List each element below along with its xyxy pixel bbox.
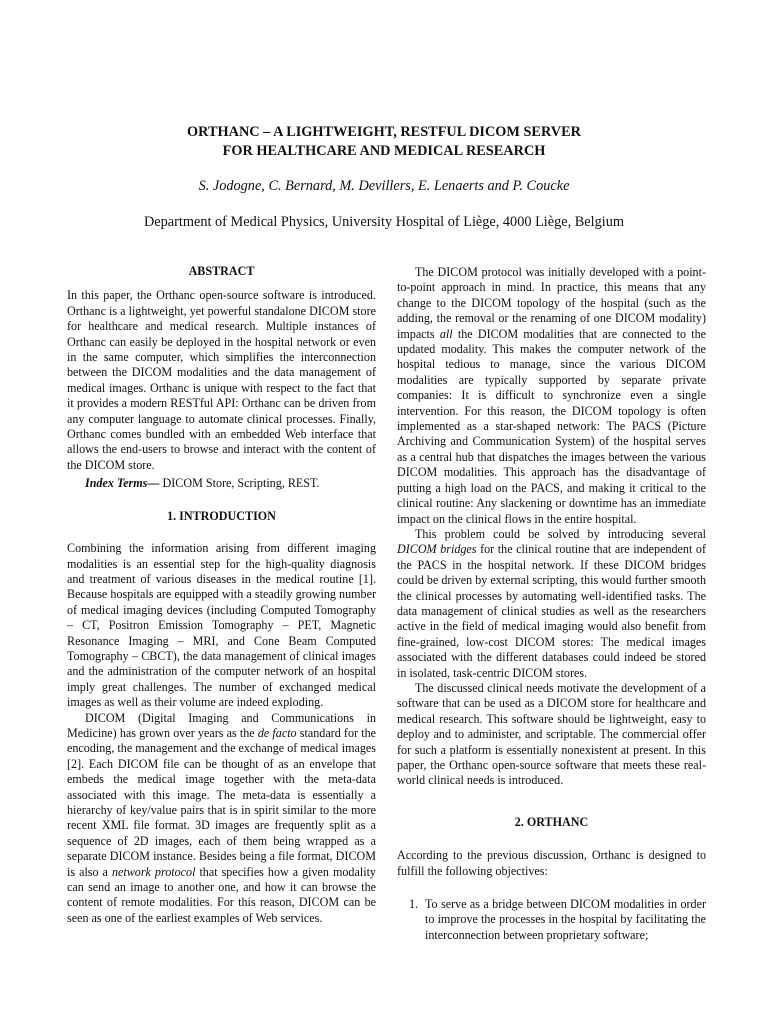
orthanc-intro-text: According to the previous discussion, Orthanc is designed to fulfill the following objectives: bbox=[397, 848, 706, 878]
intro-p2-text-b: standard for the encoding, the management and the exchange of medical images [2]. Each DICOM file can be thought of as an envelope that embeds the medical image together with the meta-data associated with this image. The meta-data is essentially a hierarchy of key/value pairs that is in spirit similar to the more recent XML file format. 3D images are frequently split as a sequence of 2D images, each of them being wrapped as a separate DICOM instance. Besides being a file format, DICOM is also a bbox=[67, 725, 376, 879]
objectives-list bbox=[397, 897, 706, 943]
intro-p2-text-a: DICOM (Digital Imaging and Communications in Medicine) has grown over years as the bbox=[67, 710, 376, 740]
intro-p3-emphasis-all: all bbox=[439, 326, 453, 341]
intro-p4-text-b: for the clinical routine that are independent of the PACS in the hospital network. If these DICOM bridges could be driven by external scripting, this would further smooth the clinical processes by automating well-identified tasks. The data management of clinical studies as well as the researchers active in the field of medical imaging would also benefit from fine-grained, low-cost DICOM stores: The medical images associated with the different databases could indeed be stored in isolated, task-centric DICOM stores. bbox=[397, 542, 706, 680]
paper-title bbox=[100, 123, 668, 161]
list-item-text: To serve as a bridge between DICOM modalities in order to improve the processes in the hospital by facilitating the interconnection between proprietary software; bbox=[425, 897, 706, 942]
index-terms-value: DICOM Store, Scripting, REST. bbox=[162, 476, 320, 491]
orthanc-heading: 2. ORTHANC bbox=[514, 814, 589, 829]
introduction-heading: 1. INTRODUCTION bbox=[167, 508, 276, 523]
list-item bbox=[409, 897, 706, 943]
intro-paragraph-3 bbox=[397, 265, 706, 527]
intro-p3-text-b: the DICOM modalities that are connected to the updated modality. This makes the computer network of the hospital tedious to manage, since the various DICOM modalities are typically supported by separate private companies: It is difficult to synchronize even a single intervention. For this reason, the DICOM topology is often implemented as a star-shaped network: The PACS (Picture Archiving and Communication System) of the hospital serves as a central hub that dispatches the images between the various DICOM modalities. This approach has the disadvantage of putting a high load on the PACS, and making it critical to the clinical routine: Any slackening or downtime has an immediate impact on the clinical flows in the entire hospital. bbox=[397, 326, 706, 526]
title-line-1: ORTHANC – A LIGHTWEIGHT, RESTFUL DICOM SERVER bbox=[187, 124, 581, 140]
list-item-number: 1. bbox=[409, 897, 419, 912]
intro-p4-text-a: This problem could be solved by introducing several bbox=[415, 526, 706, 541]
intro-paragraph-1: Combining the information arising from different imaging modalities is an essential step for the high-quality diagnosis and treatment of various diseases in the medical routine [1]. Because hospitals are equipped with a steadily growing number of medical imaging devices (including Computed Tomography – CT, Positron Emission Tomography – PET, Magnetic Resonance Imaging – MRI, and Cone Beam Computed Tomography – CBCT), the data management of clinical images and the administration of the computer network of an hospital imply great challenges. The number of exchanged medical images as well as their volume are indeed exploding. bbox=[67, 541, 376, 710]
intro-p2-emphasis-de-facto: de facto bbox=[257, 725, 297, 740]
intro-p3-text-a: The DICOM protocol was initially developed with a point-to-point approach in mind. In practice, this means that any change to the DICOM topology of the hospital (such as the adding, the removal or the renaming of one DICOM modality) impacts bbox=[397, 265, 706, 341]
abstract-text: In this paper, the Orthanc open-source software is introduced. Orthanc is a lightweight, yet powerful standalone DICOM store for healthcare and medical research. Multiple instances of Orthanc can easily be deployed in the hospital network or even in the same computer, which simplifies the interconnection between the DICOM modalities and the data management of medical images. Orthanc is unique with respect to the fact that it provides a modern RESTful API: Orthanc can be driven from any computer language to automate clinical processes. Finally, Orthanc comes bundled with an embedded Web interface that allows the end-users to browse and interact with the content of the DICOM store. bbox=[67, 288, 376, 472]
left-column bbox=[67, 264, 376, 926]
intro-paragraph-5: The discussed clinical needs motivate the development of a software that can be used as a DICOM store for healthcare and medical research. This software should be lightweight, easy to deploy and to administer, and scriptable. The commercial offer for such a platform is essentially nonexistent at present. In this paper, the Orthanc open-source software that meets these real-world clinical needs is introduced. bbox=[397, 680, 706, 788]
intro-p4-emphasis-dicom-bridges: DICOM bridges bbox=[397, 542, 477, 557]
abstract-heading: ABSTRACT bbox=[188, 264, 255, 278]
index-terms bbox=[67, 476, 376, 491]
intro-paragraph-2 bbox=[67, 711, 376, 927]
intro-p2-text-c: that specifies how a given modality can send an image to another one, and how it can browse the content of remote modalities. For this reason, DICOM can be seen as one of the earliest examples of Web services. bbox=[67, 864, 376, 925]
intro-paragraph-4 bbox=[397, 527, 706, 681]
index-terms-label: Index Terms— bbox=[85, 476, 160, 491]
affiliation: Department of Medical Physics, University Hospital of Liège, 4000 Liège, Belgium bbox=[143, 214, 625, 230]
intro-p2-emphasis-network-protocol: network protocol bbox=[111, 864, 196, 879]
author-list: S. Jodogne, C. Bernard, M. Devillers, E. Lenaerts and P. Coucke bbox=[198, 178, 570, 194]
title-line-2: FOR HEALTHCARE AND MEDICAL RESEARCH bbox=[222, 143, 546, 159]
right-column bbox=[397, 265, 706, 943]
